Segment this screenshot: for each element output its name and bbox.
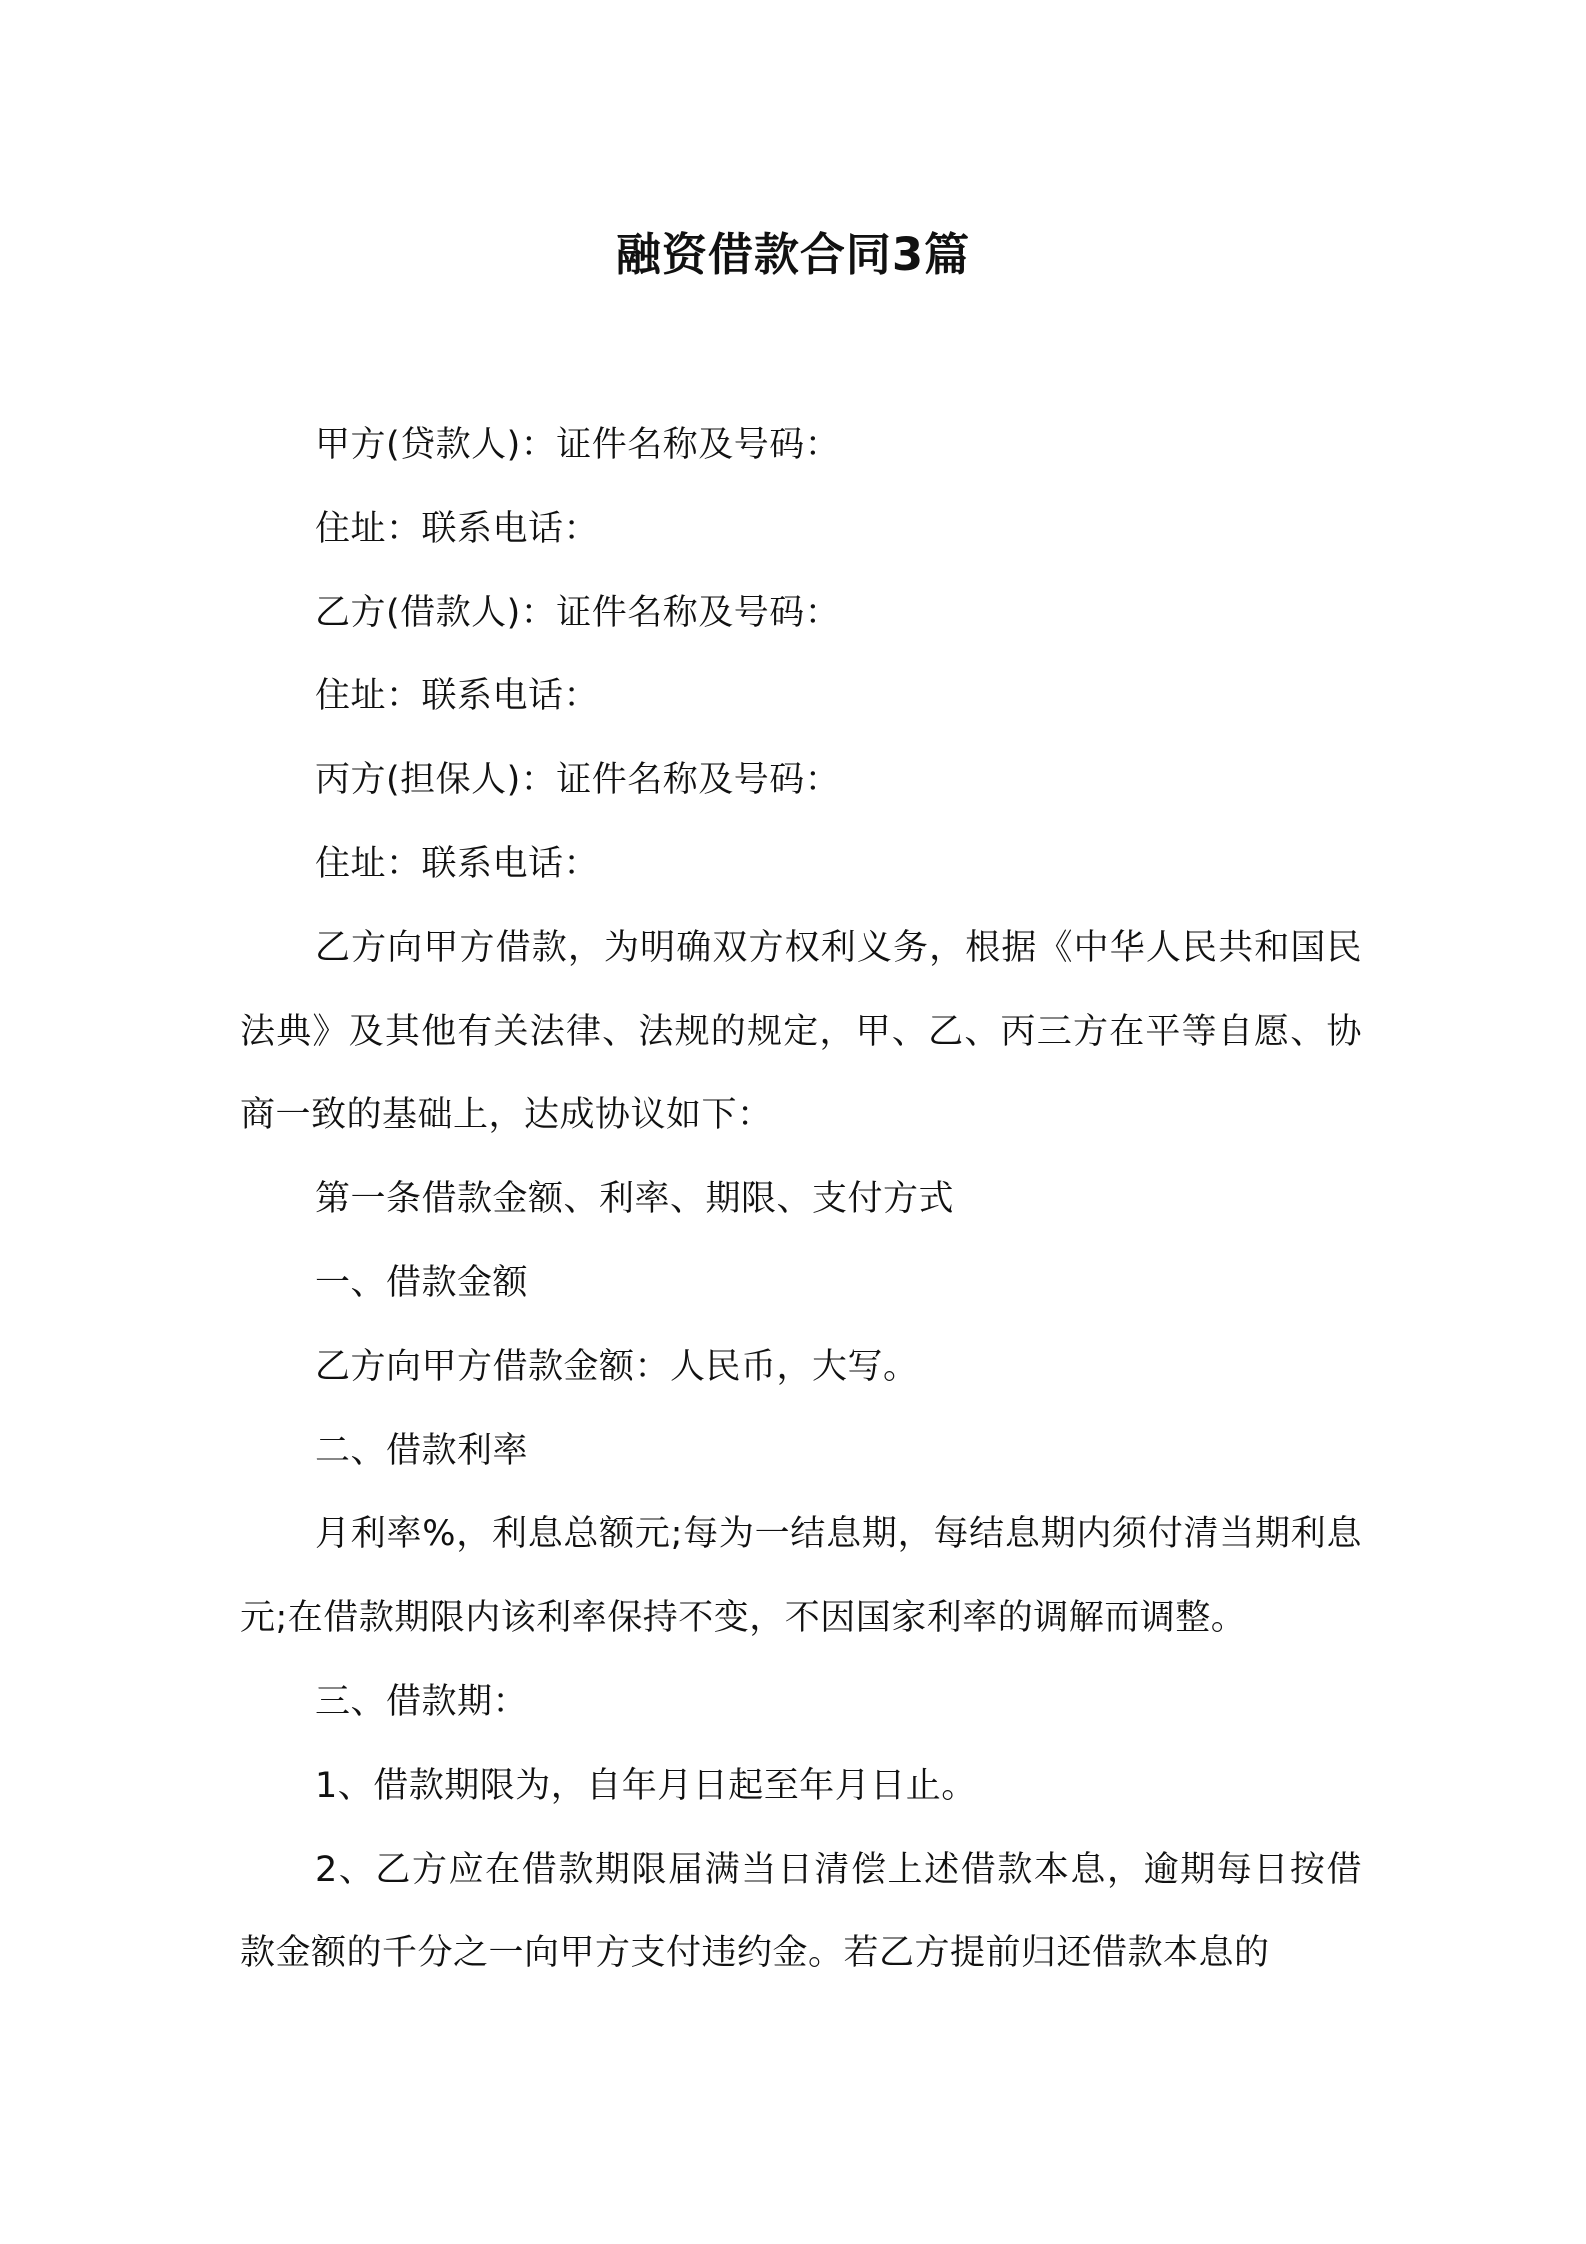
party-b-line: 乙方(借款人)：证件名称及号码：: [315, 592, 841, 633]
section-interest-rate-heading: 二、借款利率: [315, 1430, 529, 1471]
loan-amount-paragraph: 乙方向甲方借款金额：人民币，大写。: [315, 1346, 919, 1387]
party-c-address-line: 住址：联系电话：: [315, 843, 600, 884]
loan-term-item-1: 1、借款期限为，自年月日起至年月日止。: [315, 1765, 977, 1806]
article-one-heading: 第一条借款金额、利率、期限、支付方式: [315, 1179, 955, 1220]
party-a-line: 甲方(贷款人)：证件名称及号码：: [315, 425, 841, 465]
party-c-line: 丙方(担保人)：证件名称及号码：: [315, 760, 841, 801]
section-loan-amount-heading: 一、借款金额: [315, 1262, 529, 1303]
preamble-paragraph: 乙方向甲方借款，为明确双方权利义务，根据《中华人民共和国民法典》及其他有关法律、法规的规定，甲、乙、丙三方在平等自愿、协商一致的基础上，达成协议如下：: [240, 927, 1362, 1136]
document-body: [240, 404, 1362, 1996]
party-a-address-line: 住址：联系电话：: [315, 508, 600, 549]
section-loan-term-heading: 三、借款期：: [315, 1681, 529, 1722]
loan-term-item-2: 2、乙方应在借款期限届满当日清偿上述借款本息，逾期每日按借款金额的千分之一向甲方支付违约金。若乙方提前归还借款本息的: [240, 1849, 1362, 1974]
interest-rate-paragraph: 月利率%，利息总额元;每为一结息期，每结息期内须付清当期利息元;在借款期限内该利率保持不变，不因国家利率的调解而调整。: [240, 1514, 1362, 1639]
party-b-address-line: 住址：联系电话：: [315, 676, 600, 717]
document-title: 融资借款合同3篇: [615, 228, 971, 281]
